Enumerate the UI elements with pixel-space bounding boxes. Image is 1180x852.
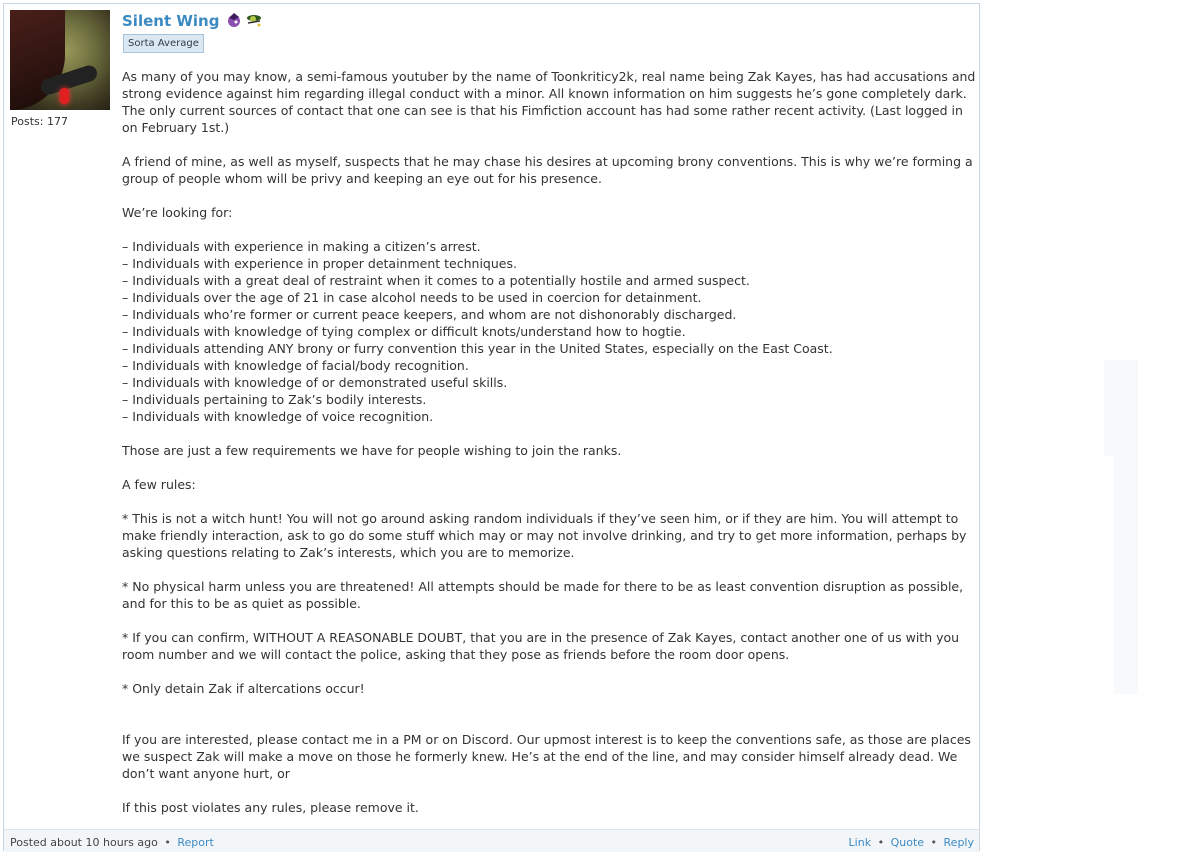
avatar-gem: [60, 88, 69, 104]
post-count: Posts: 177: [11, 115, 68, 128]
separator: •: [930, 836, 938, 849]
paragraph: Those are just a few requirements we have for people wishing to join the ranks.: [122, 443, 622, 458]
post-footer: [4, 829, 979, 852]
posted-time: Posted about 10 hours ago: [10, 836, 158, 849]
separator: •: [164, 836, 171, 849]
paragraph: We’re looking for:: [122, 205, 233, 220]
avatar[interactable]: [10, 10, 110, 110]
side-panel-fragment: [1104, 360, 1138, 456]
rule-item: * This is not a witch hunt! You will not go around asking random individuals if they’ve seen him, or if they are him. You will attempt to make friendly interaction, ask to go do some stuff which may or may not involve drinking, and try to get more information, perhaps by asking questions relating to Zak’s interests, which you are to memorize.: [122, 511, 967, 560]
rule-item: * Only detain Zak if altercations occur!: [122, 681, 365, 696]
post-meta: [10, 836, 214, 849]
list-item: – Individuals over the age of 21 in case alcohol needs to be used in coercion for detainment.: [122, 290, 702, 305]
list-item: – Individuals pertaining to Zak’s bodily interests.: [122, 392, 427, 407]
paragraph: A friend of mine, as well as myself, suspects that he may chase his desires at upcoming brony conventions. This is why we’re forming a group of people whom will be privy and keeping an eye out for his presence.: [122, 154, 973, 186]
spacer: [122, 714, 977, 731]
side-panel-fragment: [1114, 456, 1138, 694]
list-item: – Individuals with knowledge of tying complex or difficult knots/understand how to hogtie.: [122, 324, 686, 339]
reply-link[interactable]: Reply: [943, 836, 974, 849]
purple-pony-icon: [225, 12, 243, 28]
list-item: – Individuals with knowledge of voice recognition.: [122, 409, 434, 424]
report-link[interactable]: Report: [177, 836, 214, 849]
green-pony-icon: [245, 12, 263, 28]
paragraph: If this post violates any rules, please remove it.: [122, 800, 419, 815]
link-link[interactable]: Link: [848, 836, 872, 849]
requirements-list: [122, 238, 977, 425]
paragraph: A few rules:: [122, 477, 196, 492]
user-rank-badge: Sorta Average: [123, 34, 204, 53]
user-badges: [225, 12, 263, 28]
list-item: – Individuals who’re former or current peace keepers, and whom are not dishonorably discharged.: [122, 307, 737, 322]
paragraph: As many of you may know, a semi-famous youtuber by the name of Toonkriticy2k, real name being Zak Kayes, has had accusations and strong evidence against him regarding illegal conduct with a minor. All known information on him suggests he’s gone completely dark. The only current sources of contact that one can see is that his Fimfiction account has had some rather recent activity. (Last logged in on February 1st.): [122, 69, 976, 135]
quote-link[interactable]: Quote: [890, 836, 925, 849]
list-item: – Individuals with knowledge of or demonstrated useful skills.: [122, 375, 508, 390]
separator: •: [877, 836, 885, 849]
forum-post: [3, 3, 980, 851]
rule-item: * No physical harm unless you are threatened! All attempts should be made for there to be as least convention disruption as possible, and for this to be as quiet as possible.: [122, 579, 964, 611]
post-actions: [849, 836, 974, 849]
username-link[interactable]: Silent Wing: [122, 12, 220, 30]
paragraph: If you are interested, please contact me in a PM or on Discord. Our upmost interest is to keep the conventions safe, as those are places we suspect Zak will make a move on those he formerly knew. He’s at the end of the line, and may consider himself already dead. We don’t want anyone hurt, or: [122, 732, 971, 781]
list-item: – Individuals with experience in proper detainment techniques.: [122, 256, 517, 271]
post-body: [122, 68, 977, 833]
avatar-hair: [10, 10, 65, 110]
list-item: – Individuals with a great deal of restraint when it comes to a potentially hostile and armed suspect.: [122, 273, 750, 288]
rule-item: * If you can confirm, WITHOUT A REASONABLE DOUBT, that you are in the presence of Zak Kayes, contact another one of us with you room number and we will contact the police, asking that they pose as friends before the room door opens.: [122, 630, 960, 662]
list-item: – Individuals attending ANY brony or furry convention this year in the United States, especially on the East Coast.: [122, 341, 833, 356]
list-item: – Individuals with knowledge of facial/body recognition.: [122, 358, 469, 373]
list-item: – Individuals with experience in making a citizen’s arrest.: [122, 239, 481, 254]
